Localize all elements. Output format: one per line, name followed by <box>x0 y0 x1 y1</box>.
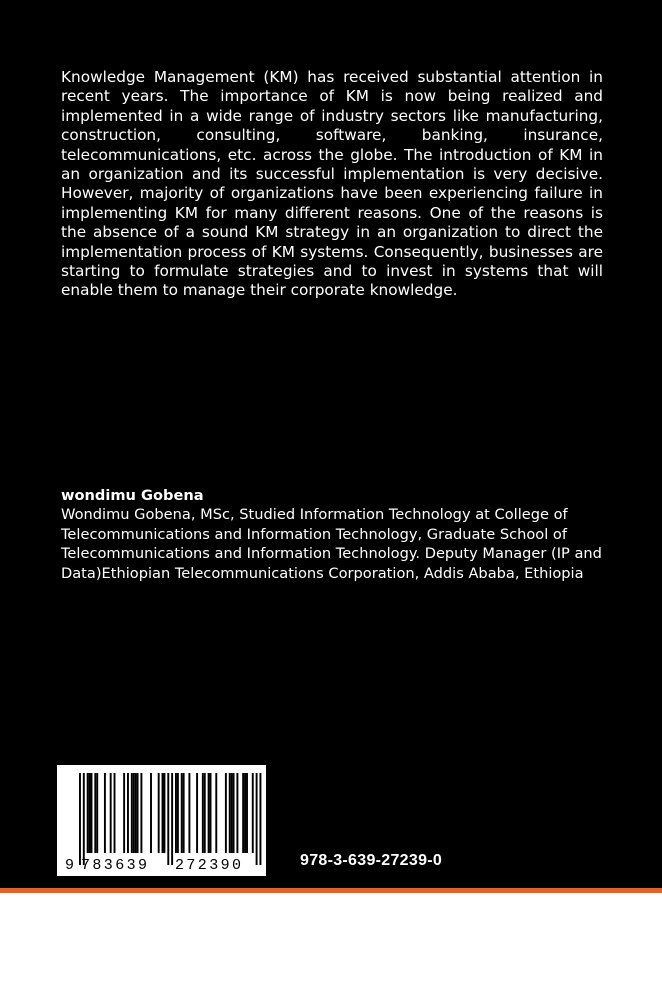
barcode-bar <box>89 773 91 853</box>
blurb-text: Knowledge Management (KM) has received substantial attention in recent years. The importance of KM is now being realized and implemented in a wide range of industry sectors like manufacturing, construction, consulting, software, banking, insurance, telecommunications, etc. across the globe. The introduction of KM in an organization and its successful implementation is very decisive. However, majority of organizations have been experiencing failure in implementing KM for many different reasons. One of the reasons is the absence of a sound KM strategy in an organization to direct the implementation process of KM systems. Consequently, businesses are starting to formulate strategies and to invest in systems that will enable them to manage their corporate knowledge. <box>61 68 603 300</box>
isbn-number: 978-3-639-27239-0 <box>300 852 443 869</box>
barcode-bar <box>233 773 235 853</box>
barcode-bar <box>256 773 258 865</box>
barcode-bar <box>114 773 116 853</box>
barcode-left-group: 783639 <box>81 857 150 874</box>
barcode-bar <box>135 773 137 853</box>
barcode-bar <box>150 773 152 853</box>
barcode-bar <box>175 773 177 853</box>
barcode-bar <box>104 773 106 853</box>
barcode-bar <box>158 773 160 853</box>
barcode-bar <box>94 773 96 853</box>
barcode <box>57 765 266 876</box>
barcode-bar <box>208 773 210 853</box>
barcode-bar <box>127 773 129 853</box>
barcode-bar <box>79 773 81 865</box>
barcode-bar <box>236 773 238 853</box>
barcode-bar <box>177 773 179 853</box>
barcode-bar <box>225 773 227 853</box>
barcode-bar <box>163 773 165 853</box>
barcode-bar <box>188 773 190 853</box>
barcode-bar <box>162 773 164 853</box>
barcode-bar <box>91 773 93 853</box>
barcode-bar <box>246 773 248 853</box>
barcode-bar <box>244 773 246 853</box>
barcode-bar <box>83 773 85 865</box>
barcode-bar <box>183 773 185 853</box>
barcode-lead-digit: 9 <box>65 857 75 874</box>
barcode-bar <box>123 773 125 853</box>
author-bio: Wondimu Gobena, MSc, Studied Information Technology at College of Telecommunications and Information Technology, Graduate School of Telecommunications and Information Technology. Deputy Manager (IP and Data)Ethiopian Telecommunications Corporation, Addis Ababa, Ethiopia <box>61 506 602 582</box>
barcode-bar <box>133 773 135 853</box>
barcode-bar <box>215 773 217 853</box>
barcode-bar <box>181 773 183 853</box>
barcode-bar <box>137 773 139 853</box>
barcode-right-group: 272390 <box>175 857 244 874</box>
barcode-bar <box>252 773 254 853</box>
barcode-bar <box>87 773 89 853</box>
barcode-bar <box>171 773 173 865</box>
barcode-bar <box>259 773 261 865</box>
barcode-bar <box>231 773 233 853</box>
barcode-bar <box>242 773 244 853</box>
barcode-bar <box>131 773 133 853</box>
barcode-bar <box>210 773 212 853</box>
accent-line <box>0 888 662 893</box>
barcode-bar <box>229 773 231 853</box>
barcode-bar <box>110 773 112 853</box>
barcode-bar <box>196 773 198 853</box>
barcode-bar <box>96 773 98 853</box>
author-block <box>61 486 621 583</box>
barcode-bar <box>204 773 206 853</box>
barcode-bar <box>202 773 204 853</box>
barcode-bar <box>167 773 169 865</box>
barcode-graphic <box>57 765 266 876</box>
author-name: wondimu Gobena <box>61 487 204 504</box>
barcode-bar <box>140 773 142 853</box>
